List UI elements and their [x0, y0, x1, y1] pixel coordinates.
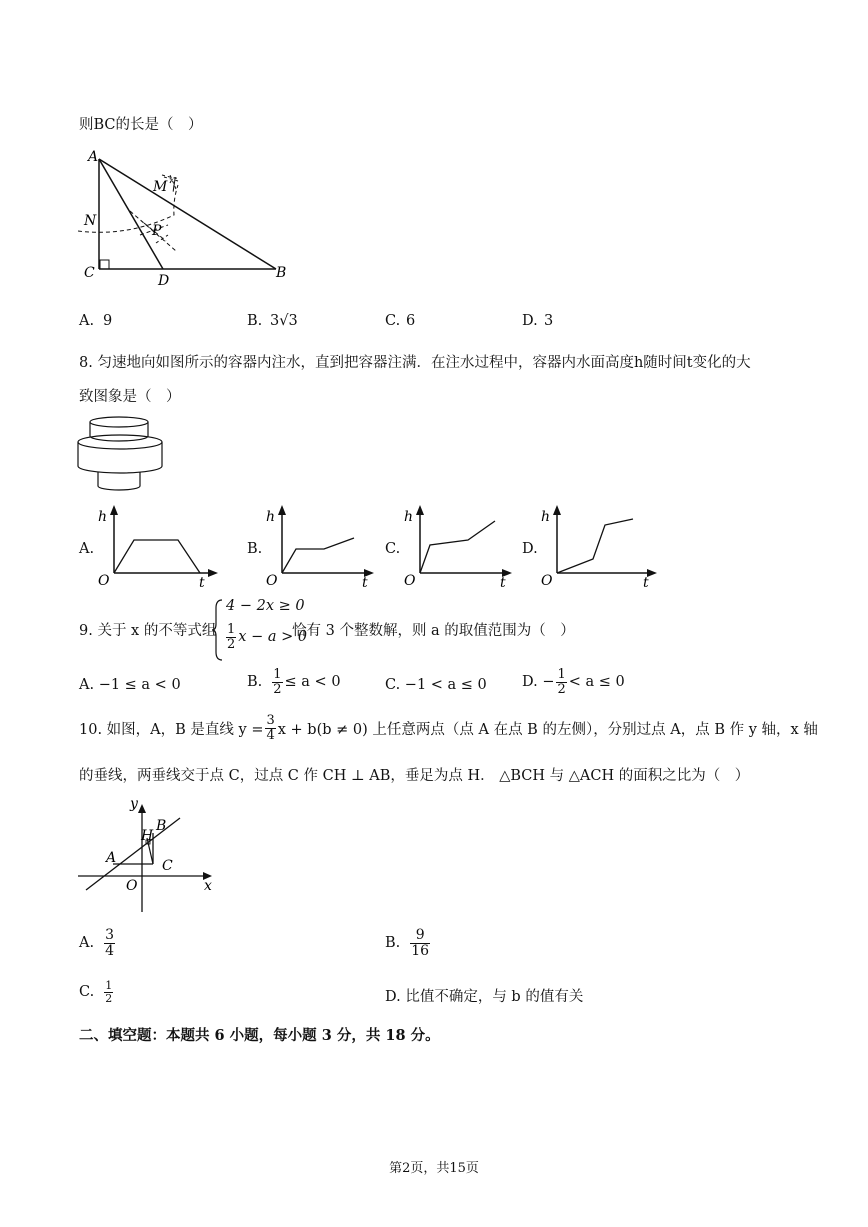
q8-b-axis-t: t	[362, 575, 368, 589]
q10-option-a-letter: A.	[79, 935, 95, 952]
q9-ineq2-num: 1	[227, 622, 236, 637]
q10-option-c-den: 2	[105, 991, 113, 1005]
q7-option-b-text: 3√3	[270, 313, 298, 329]
q8-b-origin: O	[266, 573, 278, 589]
q7-label-d: D	[158, 273, 170, 289]
q8-option-a-label: A.	[79, 541, 95, 557]
q10-option-c	[79, 980, 115, 1004]
q7-option-d-letter: D.	[522, 313, 538, 329]
q9-option-d-num: 1	[557, 667, 566, 682]
q10-option-b-letter: B.	[385, 935, 401, 952]
q10-option-a-num: 3	[105, 927, 115, 943]
q10-post: x + b(b ≠ 0) 上任意两点（点 A 在点 B 的左侧），分别过点 A，点 B 作 y 轴，x 轴	[277, 721, 818, 738]
q9-ineq2-rest: x − a > 0	[238, 629, 308, 646]
q7-stem: 则BC的长是（ ）	[79, 117, 203, 133]
q7-option-c-text: 6	[406, 313, 416, 329]
q9-prefix: 9. 关于 x 的不等式组	[79, 623, 217, 639]
q8-c-axis-h: h	[404, 509, 414, 525]
q7-option-b-letter: B.	[247, 313, 263, 329]
q7-label-p: P	[152, 223, 162, 239]
q8-d-axis-h: h	[541, 509, 551, 525]
q8-graph-c-plot	[400, 503, 516, 589]
q8-option-d-label: D.	[522, 541, 538, 557]
section-2-heading: 二、填空题：本题共 6 小题，每小题 3 分，共 18 分。	[79, 1027, 440, 1044]
q10-option-c-num: 1	[105, 979, 113, 992]
q9-option-d-den: 2	[557, 681, 566, 697]
q7-option-c-letter: C.	[385, 313, 401, 329]
q9-suffix: 恰有 3 个整数解，则 a 的取值范围为（ ）	[292, 623, 575, 639]
q10-frac-num: 3	[266, 713, 275, 728]
q8-a-origin: O	[98, 573, 110, 589]
q7-label-c: C	[84, 265, 95, 281]
q8-line1: 8. 匀速地向如图所示的容器内注水，直到把容器注满．在注水过程中，容器内水面高度h随时间t变化的大	[79, 355, 751, 371]
q10-option-b-den: 16	[411, 942, 430, 959]
q10-option-d: D. 比值不确定，与 b 的值有关	[385, 989, 584, 1005]
q9-ineq2-den: 2	[227, 636, 236, 652]
q10-label-h: H	[141, 828, 154, 844]
q7-label-n: N	[84, 213, 97, 229]
q10-option-a-den: 4	[105, 942, 115, 959]
q10-option-b	[385, 928, 432, 958]
q9-option-c: C. −1 < a ≤ 0	[385, 677, 487, 693]
q10-option-c-letter: C.	[79, 984, 95, 1001]
q9-option-b-num: 1	[273, 667, 282, 682]
q10-line1	[79, 714, 818, 742]
q8-a-axis-h: h	[98, 509, 108, 525]
q9-brace	[212, 598, 224, 662]
q8-c-axis-t: t	[500, 575, 506, 589]
q10-option-a	[79, 928, 117, 958]
q9-option-d	[522, 668, 625, 696]
q8-graph-a-plot	[94, 503, 222, 589]
q8-d-origin: O	[541, 573, 553, 589]
q8-line2: 致图象是（ ）	[79, 389, 181, 405]
q10-frac-den: 4	[266, 727, 275, 743]
q8-b-axis-h: h	[266, 509, 276, 525]
q7-option-d-text: 3	[544, 313, 554, 329]
q7-label-m: M	[153, 179, 168, 195]
q8-container-figure	[76, 416, 168, 496]
q8-c-origin: O	[404, 573, 416, 589]
page-footer: 第2页，共15页	[389, 1161, 479, 1176]
q10-label-a: A	[106, 850, 117, 866]
q7-option-a-letter: A.	[79, 313, 95, 329]
q8-option-b-label: B.	[247, 541, 263, 557]
q10-pre: 10. 如图，A，B 是直线 y =	[79, 721, 264, 738]
q8-graph-d-plot	[537, 503, 661, 589]
q10-coordinate-figure	[76, 796, 218, 916]
q9-option-b-rest: ≤ a < 0	[284, 674, 341, 691]
q9-option-a: A. −1 ≤ a < 0	[79, 677, 181, 693]
q9-inequality-1: 4 − 2x ≥ 0	[226, 598, 305, 614]
q10-label-y: y	[130, 796, 138, 812]
q9-option-b-letter: B.	[247, 674, 263, 691]
q10-label-o: O	[126, 878, 138, 894]
q7-label-a: A	[88, 149, 99, 165]
q8-d-axis-t: t	[643, 575, 649, 589]
q9-option-d-letter: D. −	[522, 674, 555, 691]
q8-graph-b-plot	[262, 503, 378, 589]
q8-option-c-label: C.	[385, 541, 401, 557]
q8-a-axis-t: t	[199, 575, 205, 589]
q10-line2: 的垂线，两垂线交于点 C，过点 C 作 CH ⊥ AB，垂足为点 H． △BCH 与 △ACH 的面积之比为（ ）	[79, 768, 750, 784]
q9-option-d-rest: < a ≤ 0	[568, 674, 625, 691]
q10-label-c: C	[162, 858, 173, 874]
q7-option-a-text: 9	[103, 313, 113, 329]
q10-label-x: x	[204, 878, 212, 894]
q10-label-b: B	[156, 818, 167, 834]
q7-triangle-figure	[78, 145, 303, 295]
q10-option-b-num: 9	[415, 927, 425, 943]
q9-option-b-den: 2	[273, 681, 282, 697]
q7-label-b: B	[276, 265, 287, 281]
q9-option-b	[247, 668, 341, 696]
